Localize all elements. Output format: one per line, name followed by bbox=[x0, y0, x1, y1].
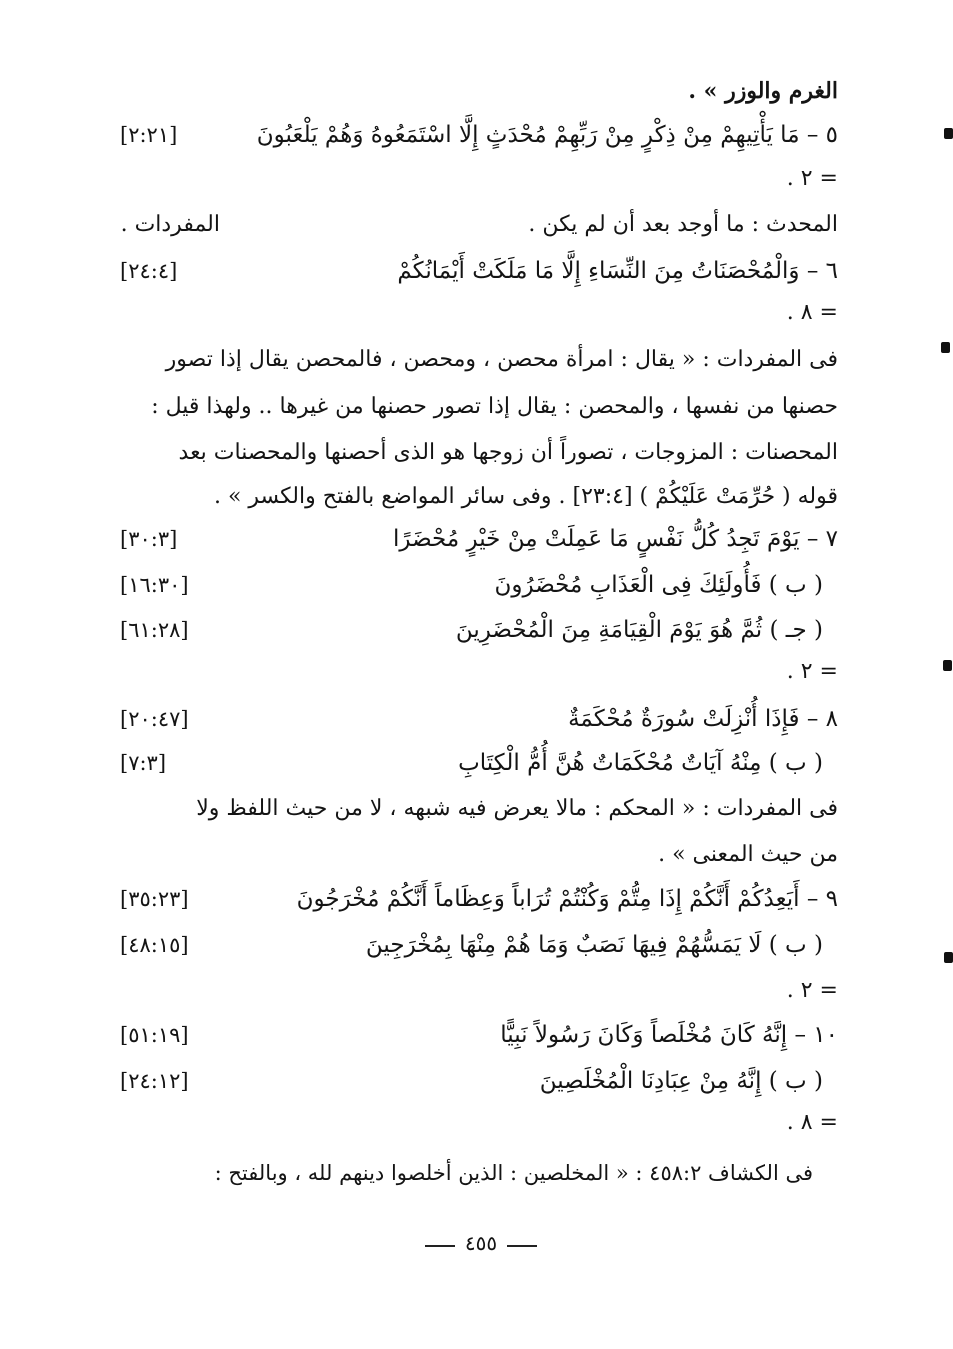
note-line: فى المفردات : « المحكم : مالا يعرض فيه شبهه ، لا من حيث اللفظ ولا bbox=[196, 796, 838, 821]
count-line: = ٢ . bbox=[786, 978, 838, 1003]
sub-verse-line: ( ب ) لَا يَمَسُّهُمْ فِيهَا نَصَبٌ وَمَا هُمْ مِنْهَا بِمُخْرَجِينَ bbox=[365, 932, 823, 958]
verse-line: ٨ – فَإِذَا أُنْزِلَتْ سُورَةٌ مُحْكَمَةٌ bbox=[568, 706, 838, 732]
note-line: فى المفردات : « يقال : امرأة محصن ، ومحصن ، فالمحصن يقال إذا تصور bbox=[165, 347, 838, 372]
binding-mark bbox=[944, 952, 953, 963]
verse-reference: [٢٤:١٢] bbox=[120, 1069, 189, 1093]
binding-mark bbox=[941, 342, 950, 353]
verse-reference: [٧:٣] bbox=[120, 751, 167, 775]
binding-mark bbox=[943, 660, 952, 671]
verse-line: ٥ – مَا يَأْتِيهِمْ مِنْ ذِكْرٍ مِنْ رَبِّهِمْ مُحْدَثٍ إِلَّا اسْتَمَعُوهُ وَهُمْ يَلْعَبُونَ bbox=[256, 122, 838, 148]
verse-reference: [١٦:٣٠] bbox=[120, 573, 189, 597]
note-line: قوله ( حُرِّمَتْ عَلَيْكُمْ ) [٢٣:٤] . وفى سائر المواضع بالفتح والكسر » . bbox=[213, 484, 838, 509]
sub-verse-line: ( ب ) إِنَّهُ مِنْ عِبَادِنَا الْمُخْلَصِينَ bbox=[539, 1068, 823, 1094]
page-number-dash bbox=[507, 1245, 537, 1247]
note-line: حصنها من نفسها ، والمحصن : يقال إذا تصور حصنها من غيرها .. ولهذا قيل : bbox=[151, 394, 838, 419]
page-number-dash bbox=[425, 1245, 455, 1247]
continuation-text: الغرم والوزر » . bbox=[688, 78, 838, 104]
note-line: من حيث المعنى » . bbox=[658, 842, 838, 867]
note-line: المحصنات : المزوجات ، تصوراً أن زوجها هو الذى أحصنها والمحصنات بعد bbox=[178, 440, 838, 465]
verse-reference: [٢٤:٤] bbox=[120, 259, 178, 283]
verse-reference: [٦١:٢٨] bbox=[120, 618, 189, 642]
page-number: ٤٥٥ bbox=[464, 1231, 498, 1255]
verse-reference: [٤٨:١٥] bbox=[120, 933, 189, 957]
verse-line: ٩ – أَيَعِدُكُمْ أَنَّكُمْ إِذَا مِتُّمْ وَكُنْتُمْ تُرَاباً وَعِظَاماً أَنَّكُمْ مُخْرَجُونَ bbox=[296, 886, 838, 912]
count-line: = ٨ . bbox=[786, 300, 838, 325]
mufradat-source: المفردات . bbox=[120, 212, 220, 237]
sub-verse-line: ( ب ) فَأُولَئِكَ فِى الْعَذَابِ مُحْضَرُونَ bbox=[494, 572, 823, 598]
sub-verse-line: ( ب ) مِنْهُ آيَاتٌ مُحْكَمَاتٌ هُنَّ أُمُّ الْكِتَابِ bbox=[458, 750, 823, 776]
verse-line: ١٠ – إِنَّهُ كَانَ مُخْلَصاً وَكَانَ رَسُولاً نَبِيًّا bbox=[500, 1022, 838, 1048]
count-line: = ٢ . bbox=[786, 166, 838, 191]
verse-line: ٦ – وَالْمُحْصَنَاتُ مِنَ النِّسَاءِ إِلَّا مَا مَلَكَتْ أَيْمَانُكُمْ bbox=[397, 258, 838, 284]
sub-verse-line: ( جـ ) ثُمَّ هُوَ يَوْمَ الْقِيَامَةِ مِنَ الْمُحْضَرِينَ bbox=[455, 617, 823, 643]
verse-reference: [٥١:١٩] bbox=[120, 1023, 189, 1047]
note-line: فى الكشاف ٤٥٨:٢ : « المخلصين : الذين أخلصوا دينهم لله ، وبالفتح : bbox=[214, 1161, 813, 1185]
verse-line: ٧ – يَوْمَ تَجِدُ كُلُّ نَفْسٍ مَا عَمِلَتْ مِنْ خَيْرٍ مُحْضَرًا bbox=[393, 526, 838, 552]
mufradat-definition: المحدث : ما أوجد بعد أن لم يكن . bbox=[528, 212, 838, 237]
count-line: = ٢ . bbox=[786, 659, 838, 684]
verse-reference: [٣٥:٢٣] bbox=[120, 887, 189, 911]
verse-reference: [٣٠:٣] bbox=[120, 527, 178, 551]
verse-reference: [٢٠:٤٧] bbox=[120, 707, 189, 731]
verse-reference: [٢:٢١] bbox=[120, 123, 178, 147]
binding-mark bbox=[944, 128, 953, 139]
count-line: = ٨ . bbox=[786, 1110, 838, 1135]
